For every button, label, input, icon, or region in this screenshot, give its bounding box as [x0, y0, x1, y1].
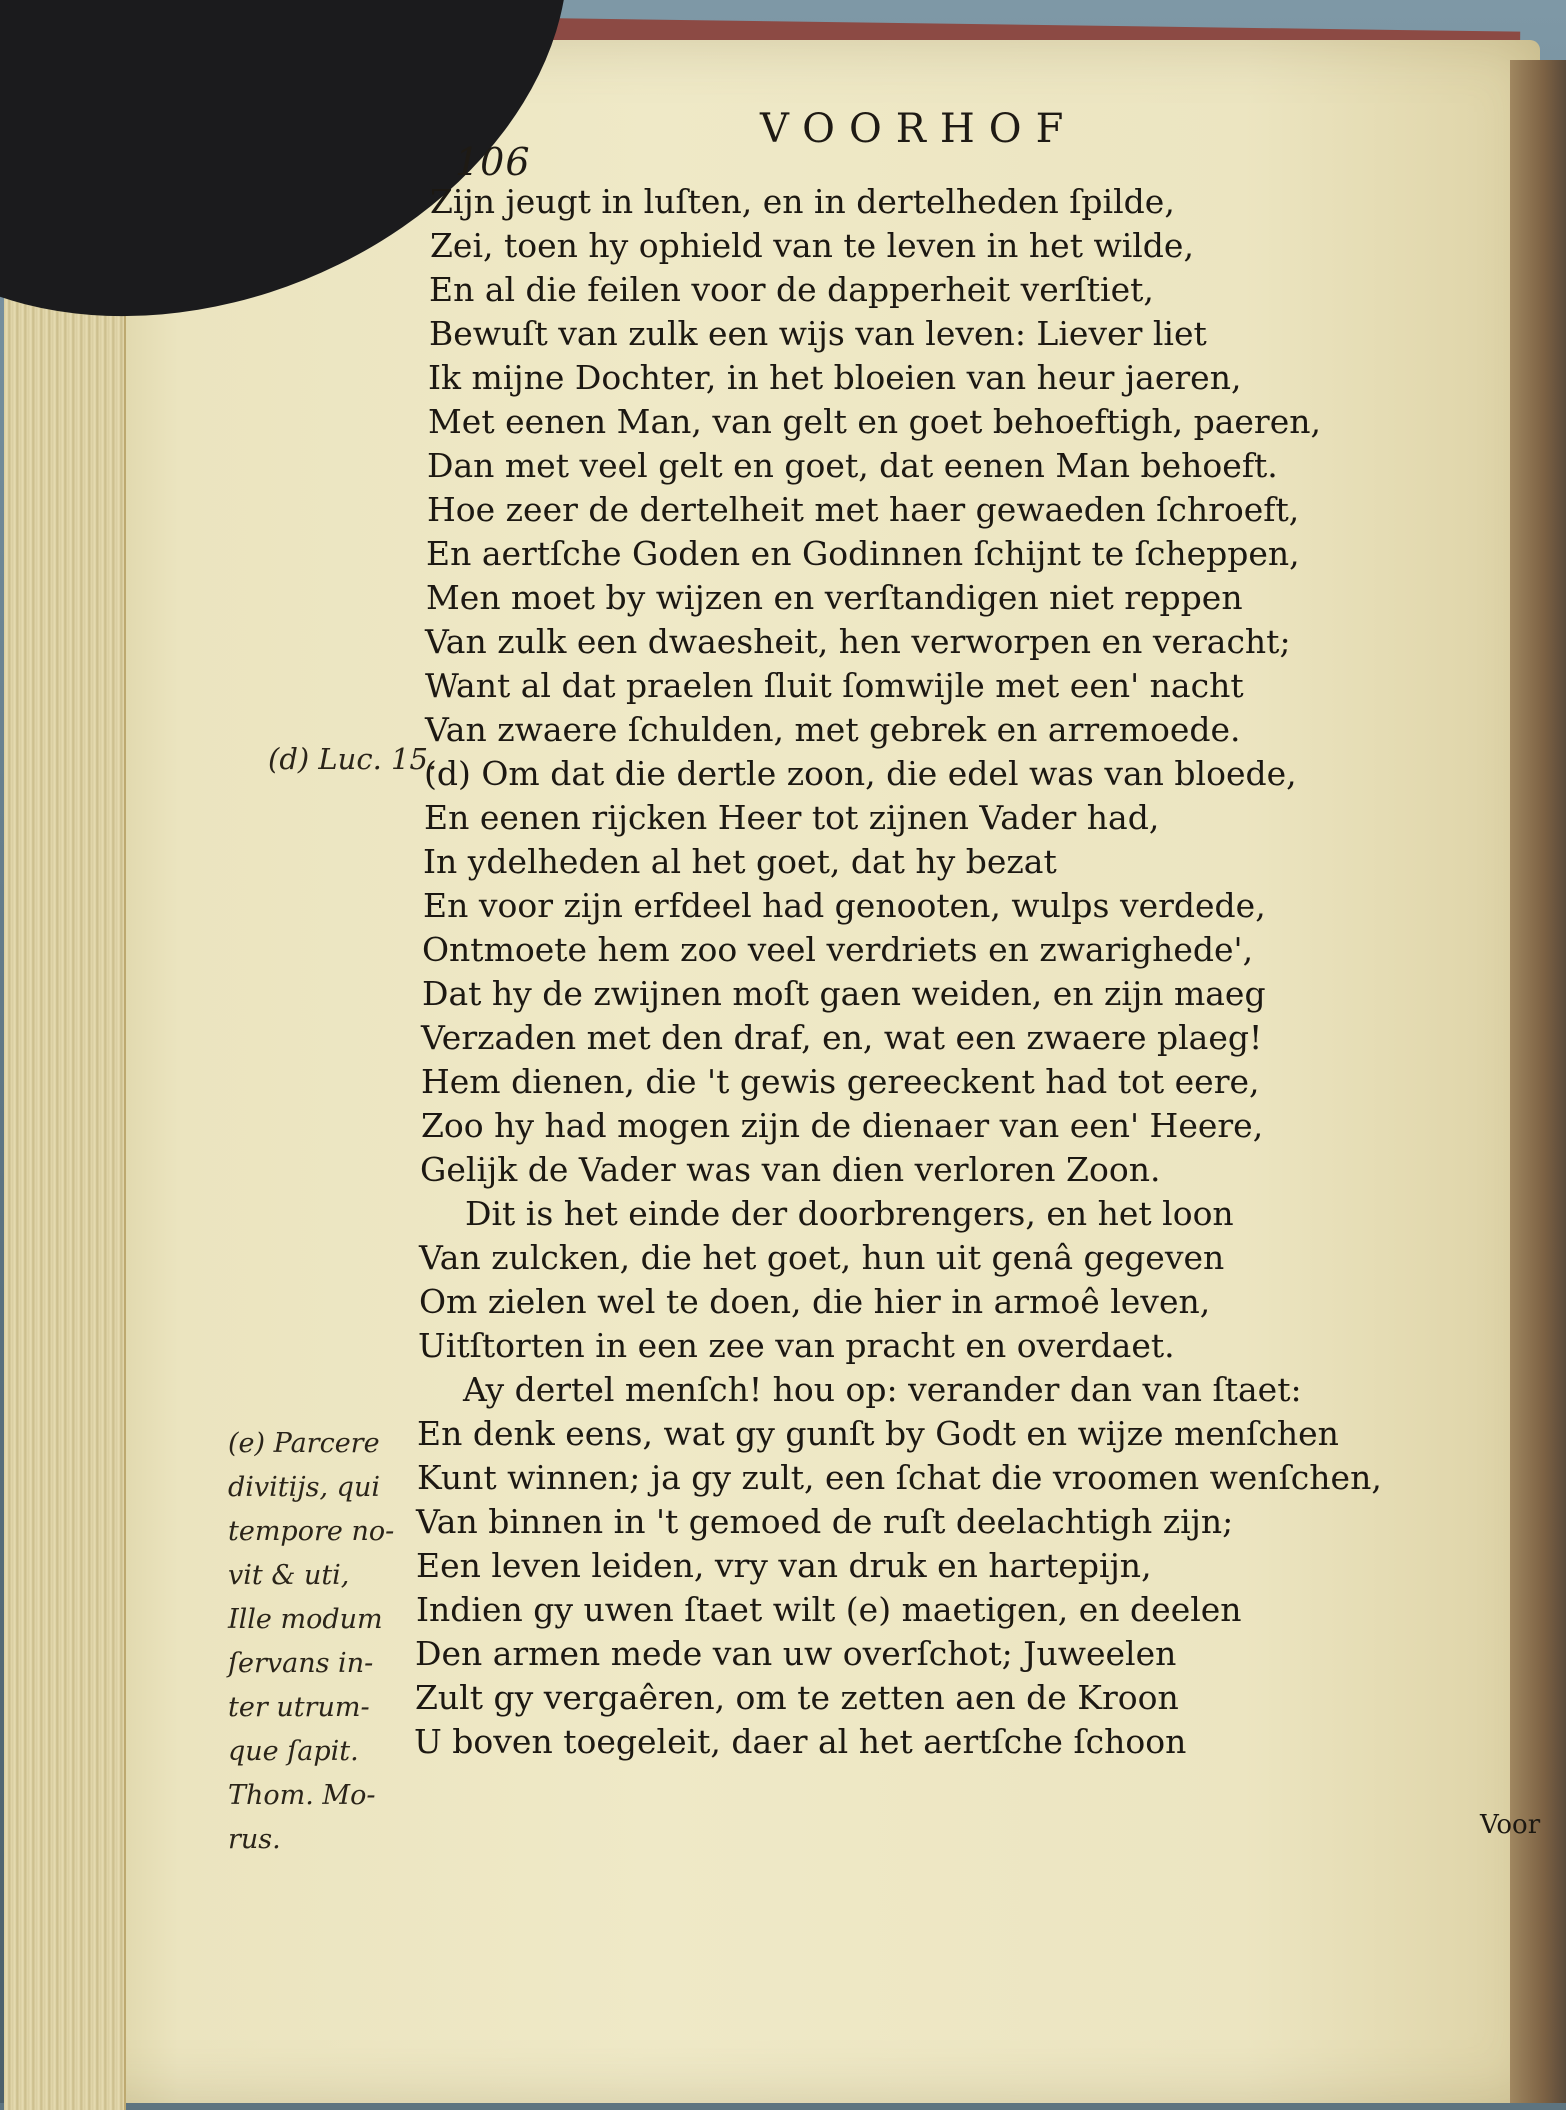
verse-line: En voor zijn erfdeel had genooten, wulps verdede,: [423, 886, 1266, 925]
verse-line: (d) Om dat die dertle zoon, die edel was van bloede,: [424, 754, 1297, 793]
running-head: VOORHOF: [760, 106, 1078, 152]
margin-note-line: ter utrum-: [228, 1692, 370, 1723]
verse-line: Van binnen in 't gemoed de ruſt deelachtigh zijn;: [416, 1502, 1234, 1541]
verse-line: Van zwaere ſchulden, met gebrek en arremoede.: [425, 710, 1241, 749]
margin-note-line: vit & uti,: [228, 1560, 350, 1591]
verse-line: En aertſche Goden en Godinnen ſchijnt te ſcheppen,: [426, 534, 1300, 573]
verse-line: En denk eens, wat gy gunſt by Godt en wijze menſchen: [417, 1414, 1339, 1453]
verse-line: Ik mijne Dochter, in het bloeien van heur jaeren,: [428, 358, 1242, 397]
margin-note-line: que ſapit.: [228, 1736, 359, 1767]
margin-note-line: Ille modum: [228, 1604, 383, 1635]
verse-line: Met eenen Man, van gelt en goet behoeftigh, paeren,: [428, 402, 1321, 441]
verse-line: In ydelheden al het goet, dat hy bezat: [423, 842, 1057, 881]
page-header: [455, 100, 1355, 184]
verse-line: Dan met veel gelt en goet, dat eenen Man behoeft.: [427, 446, 1278, 485]
verse-line: Zijn jeugt in luſten, en in dertelheden ſpilde,: [430, 182, 1175, 221]
verse-line: Hoe zeer de dertelheit met haer gewaeden ſchroeft,: [427, 490, 1300, 529]
verse-line: Zoo hy had mogen zijn de dienaer van een' Heere,: [421, 1106, 1264, 1145]
verse-line: Een leven leiden, vry van druk en hartepijn,: [416, 1546, 1152, 1585]
verse-line: Kunt winnen; ja gy zult, een ſchat die vroomen wenſchen,: [417, 1458, 1382, 1497]
verse-line: Dat hy de zwijnen moſt gaen weiden, en zijn maeg: [422, 974, 1266, 1013]
margin-note-line: tempore no-: [228, 1516, 395, 1547]
margin-note-line: rus.: [228, 1824, 281, 1855]
margin-note-line: divitijs, qui: [228, 1472, 380, 1503]
verse-line: Om zielen wel te doen, die hier in armoê leven,: [419, 1282, 1211, 1321]
verse-text-block: [414, 180, 1490, 1860]
verse-line: En eenen rijcken Heer tot zijnen Vader had,: [424, 798, 1160, 837]
verse-line: Zult gy vergaêren, om te zetten aen de Kroon: [415, 1678, 1179, 1717]
catchword: Voor: [1480, 1810, 1541, 1840]
verse-line: U boven toegeleit, daer al het aertſche ſchoon: [414, 1722, 1187, 1761]
verse-line: Want al dat praelen ſluit ſomwijle met een' nacht: [425, 666, 1244, 705]
verse-line: Gelijk de Vader was van dien verloren Zoon.: [420, 1150, 1161, 1189]
margin-note-d: (d) Luc. 15.: [268, 742, 438, 776]
verse-line: Men moet by wijzen en verſtandigen niet reppen: [426, 578, 1243, 617]
verse-line: Uitſtorten in een zee van pracht en overdaet.: [418, 1326, 1175, 1365]
verse-line: Dit is het einde der doorbrengers, en het loon: [465, 1194, 1234, 1233]
verse-line: Ontmoete hem zoo veel verdriets en zwarighede',: [422, 930, 1254, 969]
margin-note-line: (e) Parcere: [228, 1428, 380, 1459]
verse-line: Den armen mede van uw overſchot; Juweelen: [415, 1634, 1177, 1673]
verse-line: Van zulk een dwaesheit, hen verworpen en veracht;: [425, 622, 1291, 661]
verse-line: Hem dienen, die 't gewis gereeckent had tot eere,: [421, 1062, 1260, 1101]
page-number: 106: [455, 140, 531, 184]
verse-line: Ay dertel menſch! hou op: verander dan van ſtaet:: [463, 1370, 1302, 1409]
margin-note-line: Thom. Mo-: [228, 1780, 376, 1811]
margin-note-e: [228, 1422, 428, 1855]
book-spine-edge: [1510, 60, 1566, 2103]
verse-line: Zei, toen hy ophield van te leven in het wilde,: [430, 226, 1194, 265]
verse-line: Verzaden met den draf, en, wat een zwaere plaeg!: [421, 1018, 1263, 1057]
verse-line: Van zulcken, die het goet, hun uit genâ gegeven: [419, 1238, 1225, 1277]
verse-line: En al die feilen voor de dapperheit verſtiet,: [429, 270, 1154, 309]
margin-note-line: ſervans in-: [228, 1648, 374, 1679]
page-stack-edges: [4, 150, 126, 2110]
verse-line: Indien gy uwen ſtaet wilt (e) maetigen, en deelen: [416, 1590, 1242, 1629]
verse-line: Bewuſt van zulk een wijs van leven: Liever liet: [429, 314, 1207, 353]
